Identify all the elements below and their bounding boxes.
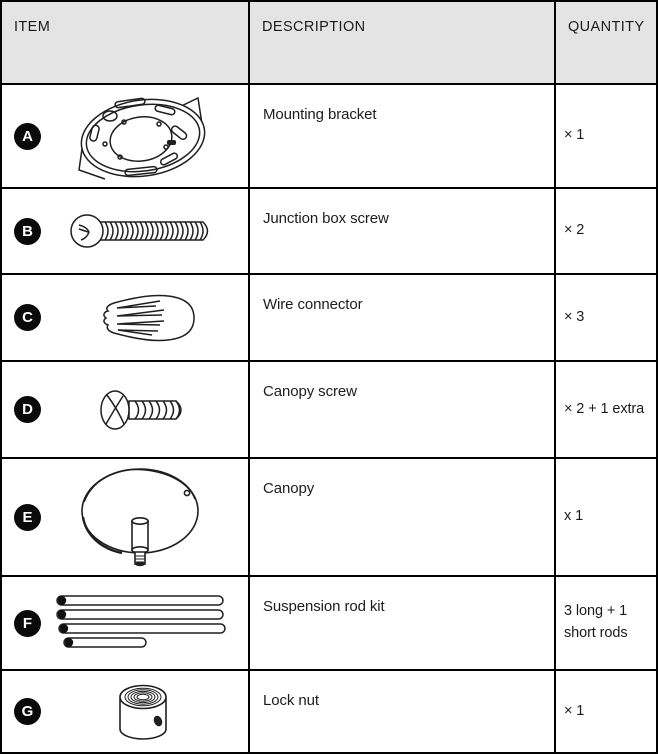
item-art-b — [41, 208, 248, 254]
item-art-f — [41, 593, 248, 653]
item-cell-b — [2, 189, 250, 275]
item-cell-e — [2, 459, 250, 577]
quantity-cell-g: × 1 — [564, 702, 585, 719]
item-art-e — [41, 464, 248, 570]
item-badge-g: G — [14, 698, 41, 725]
item-art-d — [41, 383, 248, 437]
description-cell-f: Suspension rod kit — [250, 577, 556, 671]
item-cell-f — [2, 577, 250, 671]
lock-nut-icon — [113, 680, 173, 744]
item-cell-c — [2, 275, 250, 362]
item-art-g — [41, 680, 248, 744]
canopy-screw-icon — [91, 383, 195, 437]
description-cell-g: Lock nut — [250, 671, 556, 752]
mounting-bracket-icon — [67, 87, 219, 185]
item-badge-a: A — [14, 123, 41, 150]
quantity-cell-e: x 1 — [556, 459, 656, 577]
suspension-rod-kit-icon — [52, 593, 234, 653]
header-item: ITEM — [2, 2, 250, 85]
item-badge-b: B — [14, 218, 41, 245]
wire-connector-icon — [89, 288, 197, 348]
description-cell-e: Canopy — [250, 459, 556, 577]
quantity-cell-b: × 2 — [556, 189, 656, 275]
quantity-cell-a: × 1 — [556, 85, 656, 189]
junction-box-screw-icon — [69, 208, 217, 254]
item-art-a — [41, 87, 248, 185]
item-art-c — [41, 288, 248, 348]
item-badge-c: C — [14, 304, 41, 331]
item-cell-g — [2, 671, 250, 752]
quantity-cell-d: × 2 + 1 extra — [556, 362, 656, 459]
header-quantity: QUANTITY — [556, 2, 656, 85]
canopy-icon — [74, 464, 212, 570]
header-description: DESCRIPTION — [250, 2, 556, 85]
quantity-cell-f: 3 long + 1 short rods — [556, 577, 656, 671]
description-cell-b: Junction box screw — [250, 189, 556, 275]
item-cell-d — [2, 362, 250, 459]
description-cell-c: Wire connector — [250, 275, 556, 362]
quantity-cell-c: × 3 — [556, 275, 656, 362]
item-badge-e: E — [14, 504, 41, 531]
item-badge-f: F — [14, 610, 41, 637]
item-badge-d: D — [14, 396, 41, 423]
description-cell-d: Canopy screw — [250, 362, 556, 459]
item-cell-a — [2, 85, 250, 189]
description-cell-a: Mounting bracket — [250, 85, 556, 189]
